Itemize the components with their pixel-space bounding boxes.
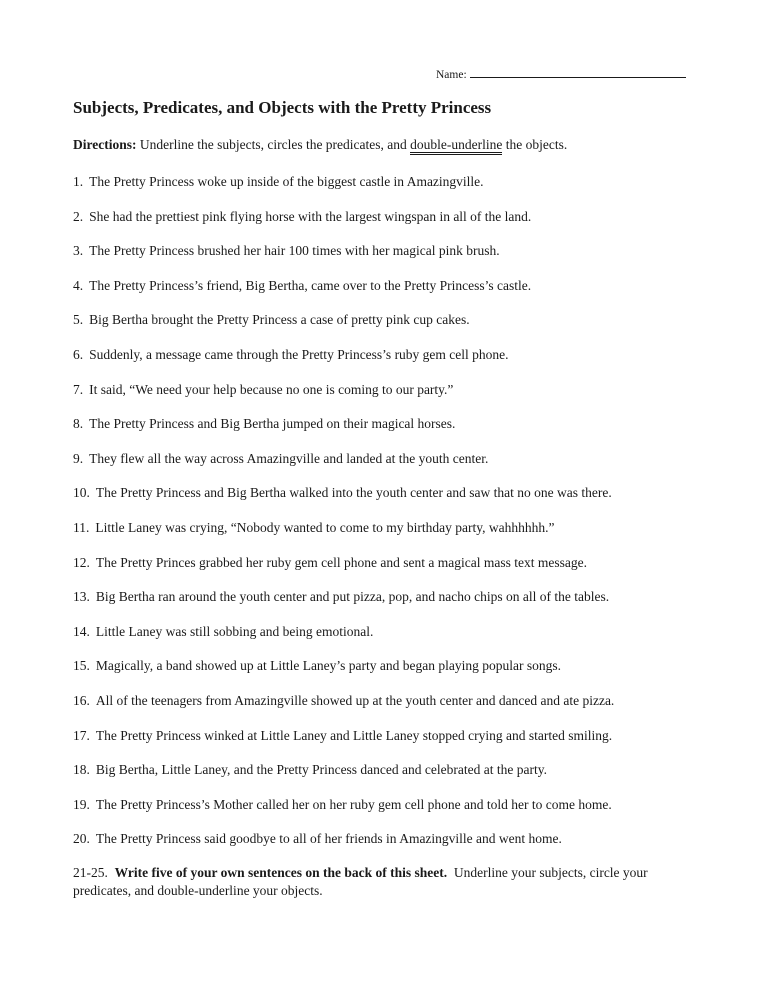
- sentence-number: 4.: [73, 277, 84, 293]
- sentence-number: 14.: [73, 623, 90, 639]
- sentence-item: [73, 623, 614, 658]
- sentence-item: [73, 519, 614, 554]
- name-field: [436, 66, 686, 81]
- sentence-item: [73, 761, 614, 796]
- sentence-text: Magically, a band showed up at Little Laney’s party and began playing popular songs.: [95, 658, 562, 674]
- sentence-number: 8.: [73, 416, 84, 432]
- sentence-number: 18.: [73, 762, 90, 778]
- sentence-number: 6.: [73, 346, 84, 362]
- name-blank-line: [470, 66, 686, 78]
- sentence-text: The Pretty Princess woke up inside of the biggest castle in Amazingville.: [89, 174, 484, 189]
- sentence-text: The Pretty Princess winked at Little Laney and Little Laney stopped crying and started smiling.: [95, 727, 613, 743]
- sentence-number: 2.: [73, 208, 84, 224]
- sentence-item: [73, 727, 614, 762]
- directions-label: Directions:: [73, 137, 137, 152]
- sentence-list: [73, 173, 614, 865]
- sentence-text: All of the teenagers from Amazingville showed up at the youth center and danced and ate pizza.: [95, 692, 615, 708]
- sentence-number: 16.: [73, 692, 90, 708]
- sentence-text: Little Laney was crying, “Nobody wanted to come to my birthday party, wahhhhhh.”: [95, 519, 555, 535]
- sentence-text: Big Bertha ran around the youth center and put pizza, pop, and nacho chips on all of the tables.: [95, 589, 610, 605]
- sentence-text: Big Bertha brought the Pretty Princess a case of pretty pink cup cakes.: [89, 312, 470, 328]
- sentence-item: [73, 450, 614, 485]
- sentence-text: The Pretty Princess brushed her hair 100 times with her magical pink brush.: [89, 243, 500, 259]
- sentence-text: Little Laney was still sobbing and being emotional.: [95, 623, 374, 639]
- final-instruction: [73, 864, 688, 900]
- sentence-item: [73, 346, 614, 381]
- sentence-number: 20.: [73, 831, 90, 847]
- sentence-number: 19.: [73, 796, 90, 812]
- sentence-text: She had the prettiest pink flying horse with the largest wingspan in all of the land.: [89, 208, 532, 224]
- sentence-text: The Pretty Princes grabbed her ruby gem cell phone and sent a magical mass text message.: [95, 554, 587, 570]
- sentence-item: [73, 484, 614, 519]
- sentence-number: 17.: [73, 727, 90, 743]
- final-bold-text: Write five of your own sentences on the back of this sheet.: [114, 865, 448, 880]
- sentence-text: Big Bertha, Little Laney, and the Pretty Princess danced and celebrated at the party.: [95, 762, 547, 778]
- sentence-item: [73, 415, 614, 450]
- sentence-number: 5.: [73, 312, 84, 328]
- final-rest-text: Underline your subjects, circle your predicates, and double-underline your objects.: [73, 865, 648, 898]
- sentence-item: [73, 208, 614, 243]
- name-label: Name:: [436, 69, 467, 81]
- sentence-number: 11.: [73, 519, 90, 535]
- sentence-item: [73, 311, 614, 346]
- sentence-number: 3.: [73, 243, 84, 259]
- sentence-text: The Pretty Princess and Big Bertha jumped on their magical horses.: [89, 416, 456, 432]
- sentence-item: [73, 830, 614, 865]
- sentence-number: 15.: [73, 658, 90, 674]
- sentence-item: [73, 173, 614, 208]
- sentence-item: [73, 242, 614, 277]
- sentence-text: The Pretty Princess’s friend, Big Bertha, came over to the Pretty Princess’s castle.: [89, 277, 532, 293]
- sentence-number: 13.: [73, 589, 90, 605]
- sentence-number: 12.: [73, 554, 90, 570]
- sentence-item: [73, 796, 614, 831]
- sentence-item: [73, 554, 614, 589]
- sentence-number: 9.: [73, 450, 84, 466]
- final-number: 21-25.: [73, 865, 108, 880]
- sentence-item: [73, 381, 614, 416]
- sentence-text: They flew all the way across Amazingville and landed at the youth center.: [89, 450, 489, 466]
- sentence-number: 7.: [73, 381, 84, 397]
- directions-text-after: the objects.: [502, 137, 568, 152]
- directions-double-underline-word: double-underline: [410, 137, 502, 155]
- page-title: Subjects, Predicates, and Objects with the Pretty Princess: [73, 98, 492, 117]
- directions: [73, 137, 567, 153]
- sentence-item: [73, 692, 614, 727]
- sentence-item: [73, 277, 614, 312]
- sentence-text: Suddenly, a message came through the Pretty Princess’s ruby gem cell phone.: [89, 346, 509, 362]
- sentence-item: [73, 657, 614, 692]
- sentence-text: The Pretty Princess said goodbye to all of her friends in Amazingville and went home.: [95, 831, 562, 847]
- sentence-text: The Pretty Princess’s Mother called her on her ruby gem cell phone and told her to come home.: [95, 796, 612, 812]
- sentence-item: [73, 588, 614, 623]
- sentence-text: The Pretty Princess and Big Bertha walked into the youth center and saw that no one was there.: [95, 485, 612, 501]
- sentence-number: 10.: [73, 485, 90, 501]
- directions-text-before: Underline the subjects, circles the predicates, and: [136, 137, 411, 152]
- sentence-number: 1.: [73, 174, 84, 189]
- sentence-text: It said, “We need your help because no one is coming to our party.”: [89, 381, 454, 397]
